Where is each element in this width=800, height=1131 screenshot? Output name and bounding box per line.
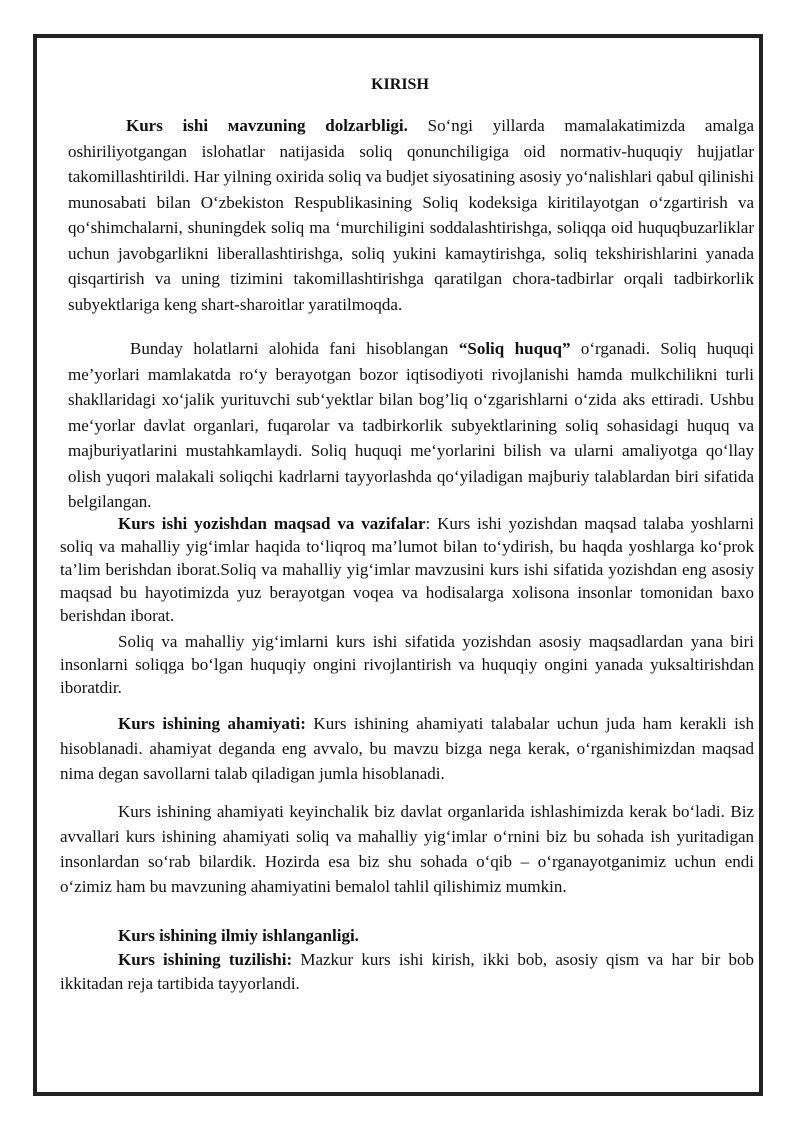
heading-goals: Kurs ishi yozishdan maqsad va vazifalar (118, 514, 426, 533)
paragraph-importance-extra: Kurs ishining ahamiyati keyinchalik biz davlat organlarida ishlashimizda kerak bo‘ladi. Biz avvallari kurs ishining ahamiyati soliq va mahalliy yig‘imlar o‘rnini biz bu sohada ish yuritadigan insonlardan so‘rab bilardik. Hozirda esa biz shu sohada o‘qib – o‘rganayotganimiz uchun endi o‘zimiz ham bu mavzuning ahamiyatini bemalol tahlil qilishimiz mumkin. (60, 802, 754, 896)
paragraph-relevance (68, 113, 754, 317)
page-title: KIRISH (371, 76, 429, 93)
paragraph-scientific (60, 923, 754, 948)
tax-law-text-a: Bunday holatlarni alohida fani hisoblangan (130, 339, 459, 358)
heading-structure: Kurs ishining tuzilishi: (118, 950, 293, 969)
importance-text: Kurs ishining ahamiyati talabalar uchun juda ham kerakli ish hisoblanadi. ahamiyat deganda eng avvalo, bu mavzu bizga nega kerak, o‘rganishimizdan maqsad nima degan savollarni talab qiladigan jumla hisoblanadi. (60, 714, 755, 783)
tax-law-text-b: o‘rganadi. Soliq huquqi me’yorlari mamlakatda ro‘y berayotgan bozor iqtisodiyoti rivojlanishi hamda mulkchilikni turli shakllaridagi xo‘jalik yurituvchi sub‘yektlar bilan bog’liq o‘zgarishlarni o‘zida aks ettiradi. Ushbu me‘yorlar davlat organlari, fuqarolar va tadbirkorlik subyektlarining soliq sohasidagi huquq va majburiyatlarini mustahkamlaydi. Soliq huquqi me‘yorlarini bilish va ularni amaliyotga qo‘llay olish yuqori malakali soliqchi kadrlarni tayyorlashda qo‘yiladigan majburiy talablardan biri sifatida belgilangan. (68, 339, 754, 511)
goals-text: : Kurs ishi yozishdan maqsad talaba yoshlarni soliq va mahalliy yig‘imlar haqida to‘liqroq ma’lumot bilan to‘ydirish, bu haqda yoshlarga ko‘prok ta’lim berishdan iborat.Soliq va mahalliy yig‘imlar mavzusini kurs ishi sifatida yozishdan eng asosiy maqsad bu hayotimizda yuz berayotgan voqea va hodisalarga xolisona insonlar tomonidan baxo berishdan iborat. (60, 514, 754, 625)
paragraph-structure (60, 948, 754, 996)
heading-scientific: Kurs ishining ilmiy ishlanganligi. (118, 926, 359, 945)
paragraph-goals-extra: Soliq va mahalliy yig‘imlarni kurs ishi sifatida yozishdan asosiy maqsadlardan yana biri insonlarni soliqga bo‘lgan huquqiy ongini rivojlantirish va huquqiy ongini yanada yuksaltirishdan iboratdir. (60, 632, 754, 697)
heading-relevance: Kurs ishi мavzuning dolzarbligi. (126, 116, 408, 135)
tax-law-term: “Soliq huquq” (458, 339, 571, 358)
paragraph-tax-law (68, 336, 754, 515)
relevance-text: So‘ngi yillarda mamalakatimizda amalga oshiriliyotgangan islohatlar natijasida soliq qonunchiligiga oid normativ-huquqiy hujjatlar takomillashtirildi. Har yilning oxirida soliq va budjet siyosatining asosiy yo‘nalishlari qabul qilinishi munosabati bilan O‘zbekiston Respublikasining Soliq kodeksiga kiritilayotgan o‘zgartirish va qo‘shimchalarni, shuningdek soliq ma ‘murchiligini soddalashtirishga, soliqqa oid huquqbuzarliklar uchun javobgarlikni liberallashtirishga, soliq yukini kamaytirishga, soliq tekshirishlarini yanada qisqartirish va uning tizimini takomillashtirishga qaratilgan chora-tadbirlar orqali tadbirkorlik subyektlariga keng shart-sharoitlar yaratilmoqda. (68, 116, 754, 314)
paragraph-goals (60, 512, 754, 627)
paragraph-importance (60, 711, 754, 786)
structure-text: Mazkur kurs ishi kirish, ikki bob, asosiy qism va har bir bob ikkitadan reja tartibida tayyorlandi. (60, 950, 754, 993)
heading-importance: Kurs ishining ahamiyati: (118, 714, 306, 733)
